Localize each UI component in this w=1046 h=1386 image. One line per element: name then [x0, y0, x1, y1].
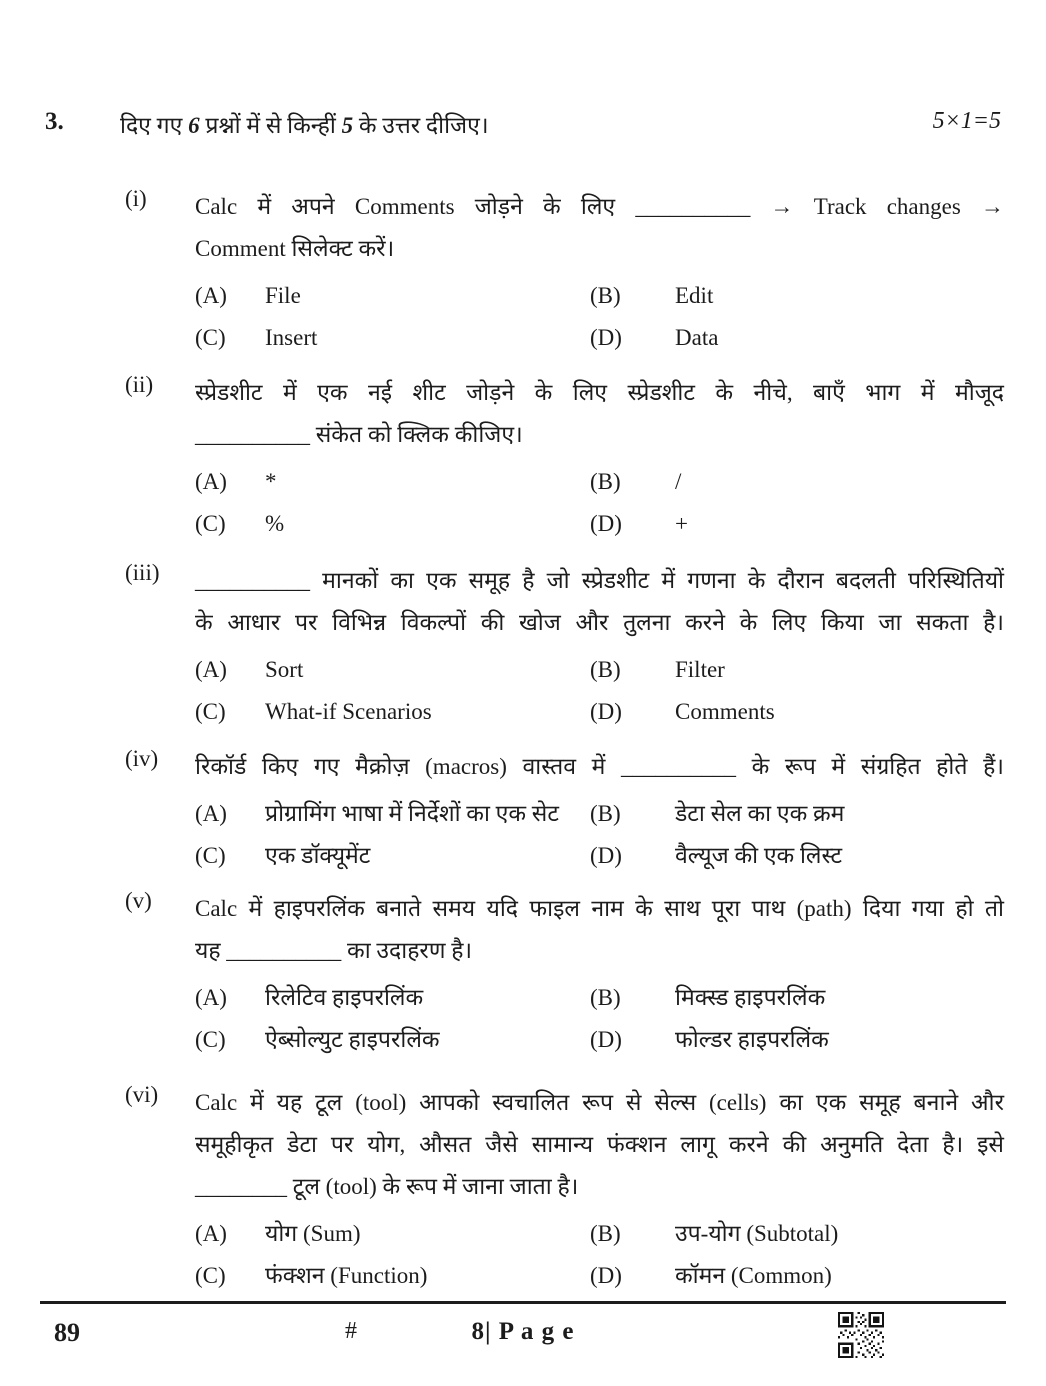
subquestion-number: (iii)	[125, 560, 160, 585]
subquestion-iii	[125, 560, 1004, 727]
option-label: (B)	[590, 283, 621, 308]
question-text-line: समूहीकृत डेटा पर योग, औसत जैसे सामान्य फंक्शन लागू करने की अनुमति देता है। इसे	[195, 1132, 1004, 1157]
option-text: Comments	[675, 699, 775, 724]
instruction-count-total: 6	[188, 113, 200, 138]
question-text-line: ________ टूल (tool) के रूप में जाना जाता है।	[195, 1174, 579, 1199]
qr-code-icon	[838, 1312, 884, 1358]
page-footer	[40, 1310, 1006, 1370]
option-text: Sort	[265, 657, 304, 682]
instruction-middle: प्रश्नों में से किन्हीं	[199, 113, 342, 138]
question-text-line: __________ मानकों का एक समूह है जो स्प्रेडशीट में गणना के दौरान बदलती परिस्थितियों	[195, 568, 1004, 593]
question-text-line: के आधार पर विभिन्न विकल्पों की खोज और तुलना करने के लिए किया जा सकता है।	[195, 610, 1004, 635]
option-text: +	[675, 511, 688, 536]
subquestion-number: (i)	[125, 186, 147, 211]
option-label: (B)	[590, 985, 621, 1010]
subquestion-number: (v)	[125, 888, 152, 913]
option-text: मिक्स्ड हाइपरलिंक	[675, 985, 826, 1010]
option-label: (A)	[195, 283, 227, 308]
question-text-line: Comment सिलेक्ट करें।	[195, 236, 395, 261]
subquestion-body	[195, 888, 1004, 1055]
subquestion-v	[125, 888, 1004, 1055]
subquestion-number: (ii)	[125, 372, 154, 397]
option-text: वैल्यूज की एक लिस्ट	[675, 843, 843, 868]
question-3-instruction	[120, 108, 933, 140]
subquestion-number: (vi)	[125, 1082, 159, 1107]
hash-mark: #	[345, 1318, 357, 1344]
option-text: ऐब्सोल्युट हाइपरलिंक	[265, 1027, 440, 1052]
page-number: 8| P a g e	[471, 1318, 575, 1345]
option-text: File	[265, 283, 301, 308]
subquestion-ii	[125, 372, 1004, 539]
option-label: (D)	[590, 1263, 622, 1288]
question-text-line: Calc में हाइपरलिंक बनाते समय यदि फाइल नाम के साथ पूरा पाथ (path) दिया गया हो तो	[195, 896, 1004, 921]
option-label: (A)	[195, 801, 227, 826]
option-text: Edit	[675, 283, 714, 308]
subquestion-body	[195, 746, 1004, 871]
question-text-line: __________ संकेत को क्लिक कीजिए।	[195, 422, 523, 447]
option-label: (A)	[195, 657, 227, 682]
option-label: (A)	[195, 1221, 227, 1246]
option-label: (B)	[590, 469, 621, 494]
options-grid	[195, 1218, 1004, 1291]
option-text: प्रोग्रामिंग भाषा में निर्देशों का एक सेट	[265, 801, 559, 826]
option-label: (C)	[195, 699, 226, 724]
option-label: (C)	[195, 843, 226, 868]
option-text: Insert	[265, 325, 318, 350]
subquestion-iv	[125, 746, 1004, 871]
option-text: रिलेटिव हाइपरलिंक	[265, 985, 424, 1010]
paper-code: 89	[54, 1318, 80, 1347]
option-label: (B)	[590, 801, 621, 826]
option-label: (B)	[590, 1221, 621, 1246]
option-label: (C)	[195, 1027, 226, 1052]
subquestion-body	[195, 560, 1004, 727]
options-grid	[195, 466, 1004, 539]
option-label: (C)	[195, 325, 226, 350]
option-label: (C)	[195, 511, 226, 536]
options-grid	[195, 982, 1004, 1055]
subquestion-vi	[125, 1082, 1004, 1291]
question-text-line: Calc में यह टूल (tool) आपको स्वचालित रूप से सेल्स (cells) का एक समूह बनाने और	[195, 1090, 1004, 1115]
option-text: फंक्शन (Function)	[265, 1263, 428, 1288]
options-grid	[195, 654, 1004, 727]
option-text: Data	[675, 325, 719, 350]
option-label: (A)	[195, 469, 227, 494]
subquestion-i	[125, 186, 1004, 353]
marks-label: 5×1=5	[932, 108, 1001, 134]
question-text-line: Calc में अपने Comments जोड़ने के लिए __________ → Track changes →	[195, 194, 1004, 219]
subquestion-body	[195, 1082, 1004, 1291]
subquestion-number: (iv)	[125, 746, 159, 771]
option-label: (D)	[590, 699, 622, 724]
option-label: (D)	[590, 843, 622, 868]
question-3-number: 3.	[45, 108, 64, 135]
option-text: उप-योग (Subtotal)	[675, 1221, 839, 1246]
option-text: *	[265, 469, 277, 494]
question-3-header	[45, 108, 1001, 140]
option-label: (C)	[195, 1263, 226, 1288]
option-label: (D)	[590, 1027, 622, 1052]
option-label: (B)	[590, 657, 621, 682]
subquestion-body	[195, 186, 1004, 353]
option-text: कॉमन (Common)	[675, 1263, 832, 1288]
question-text-line: स्प्रेडशीट में एक नई शीट जोड़ने के लिए स्प्रेडशीट के नीचे, बाएँ भाग में मौजूद	[195, 380, 1004, 405]
subquestion-body	[195, 372, 1004, 539]
options-grid	[195, 280, 1004, 353]
instruction-suffix: के उत्तर दीजिए।	[353, 113, 489, 138]
option-label: (D)	[590, 325, 622, 350]
option-text: एक डॉक्यूमेंट	[265, 843, 371, 868]
option-text: डेटा सेल का एक क्रम	[675, 801, 845, 826]
option-label: (D)	[590, 511, 622, 536]
option-label: (A)	[195, 985, 227, 1010]
option-text: फोल्डर हाइपरलिंक	[675, 1027, 829, 1052]
option-text: /	[675, 469, 682, 494]
question-text-line: यह __________ का उदाहरण है।	[195, 938, 473, 963]
option-text: योग (Sum)	[265, 1221, 361, 1246]
instruction-prefix: दिए गए	[120, 113, 189, 138]
footer-rule	[40, 1301, 1006, 1304]
instruction-count-attempt: 5	[341, 113, 354, 138]
options-grid	[195, 798, 1004, 871]
question-text-line: रिकॉर्ड किए गए मैक्रोज़ (macros) वास्तव में __________ के रूप में संग्रहित होते हैं।	[195, 754, 1004, 779]
option-text: %	[265, 511, 285, 536]
option-text: What-if Scenarios	[265, 699, 432, 724]
option-text: Filter	[675, 657, 725, 682]
